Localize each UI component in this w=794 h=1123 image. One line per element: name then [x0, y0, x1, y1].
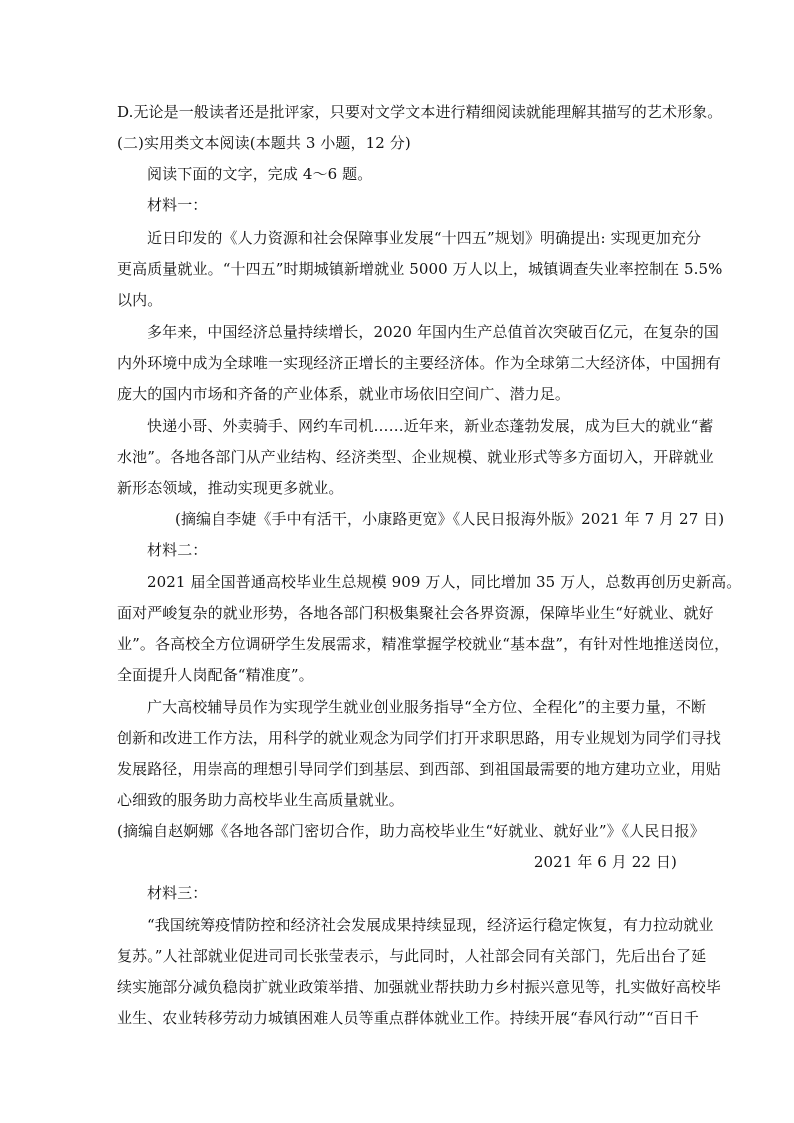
paragraph-line: 以内。 — [117, 291, 163, 309]
paragraph-line: 业生、农业转移劳动力城镇困难人员等重点群体就业工作。持续开展“春风行动”“百日千 — [117, 1009, 700, 1027]
source-citation-2-date: 2021 年 6 月 22 日) — [533, 853, 677, 871]
source-citation-1: (摘编自李婕《手中有活干，小康路更宽》《人民日报海外版》2021 年 7 月 27 日) — [175, 510, 725, 528]
paragraph-line: 多年来，中国经济总量持续增长，2020 年国内生产总值首次突破百亿元，在复杂的国 — [147, 323, 719, 341]
paragraph-line: 广大高校辅导员作为实现学生就业创业服务指导“全方位、全程化”的主要力量，不断 — [147, 698, 707, 716]
paragraph-line: 2021 届全国普通高校毕业生总规模 909 万人，同比增加 35 万人，总数再创历史新高。 — [147, 573, 742, 591]
source-citation-2: (摘编自赵婀娜《各地各部门密切合作，助力高校毕业生“好就业、就好业”》《人民日报》 — [117, 822, 705, 840]
paragraph-line: 创新和改进工作方法，用科学的就业观念为同学们打开求职思路，用专业规划为同学们寻找 — [117, 729, 722, 747]
paragraph-line: 内外环境中成为全球唯一实现经济正增长的主要经济体。作为全球第二大经济体，中国拥有 — [117, 354, 722, 372]
material-1-label: 材料一： — [147, 196, 208, 214]
instruction-text: 阅读下面的文字，完成 4～6 题。 — [147, 165, 373, 183]
paragraph-line: 快递小哥、外卖骑手、网约车司机……近年来，新业态蓬勃发展，成为巨大的就业“蓄 — [147, 417, 714, 435]
paragraph-line: 发展路径，用崇高的理想引导同学们到基层、到西部、到祖国最需要的地方建功立业，用贴 — [117, 760, 722, 778]
paragraph-line: 更高质量就业。“十四五”时期城镇新增就业 5000 万人以上，城镇调查失业率控制在 5.5% — [117, 260, 723, 278]
paragraph-line: 新形态领域，推动实现更多就业。 — [117, 479, 344, 497]
paragraph-line: 庞大的国内市场和齐备的产业体系，就业市场依旧空间广、潜力足。 — [117, 385, 571, 403]
paragraph-line: 全面提升人岗配备“精准度”。 — [117, 666, 314, 684]
section-heading: (二)实用类文本阅读(本题共 3 小题，12 分) — [117, 134, 411, 152]
paragraph-line: 复苏。”人社部就业促进司司长张莹表示，与此同时，人社部会同有关部门，先后出台了延 — [117, 947, 707, 965]
paragraph-line: 近日印发的《人力资源和社会保障事业发展“十四五”规划》明确提出: 实现更加充分 — [147, 229, 702, 247]
paragraph-line: 水池”。各地各部门从产业结构、经济类型、企业规模、就业形式等多方面切入，开辟就业 — [117, 448, 714, 466]
paragraph-line: 面对严峻复杂的就业形势，各地各部门积极集聚社会各界资源，保障毕业生“好就业、就好 — [117, 604, 714, 622]
material-2-label: 材料二： — [147, 541, 208, 559]
paragraph-line: 续实施部分减负稳岗扩就业政策举措、加强就业帮扶助力乡村振兴意见等，扎实做好高校毕 — [117, 978, 722, 996]
option-d-text: D.无论是一般读者还是批评家，只要对文学文本进行精细阅读就能理解其描写的艺术形象。 — [117, 103, 723, 121]
paragraph-line: 心细致的服务助力高校毕业生高质量就业。 — [117, 791, 404, 809]
material-3-label: 材料三： — [147, 884, 208, 902]
paragraph-line: “我国统筹疫情防控和经济社会发展成果持续显现，经济运行稳定恢复，有力拉动就业 — [147, 916, 714, 934]
paragraph-line: 业”。各高校全方位调研学生发展需求，精准掌握学校就业“基本盘”，有针对性地推送岗位， — [117, 635, 730, 653]
